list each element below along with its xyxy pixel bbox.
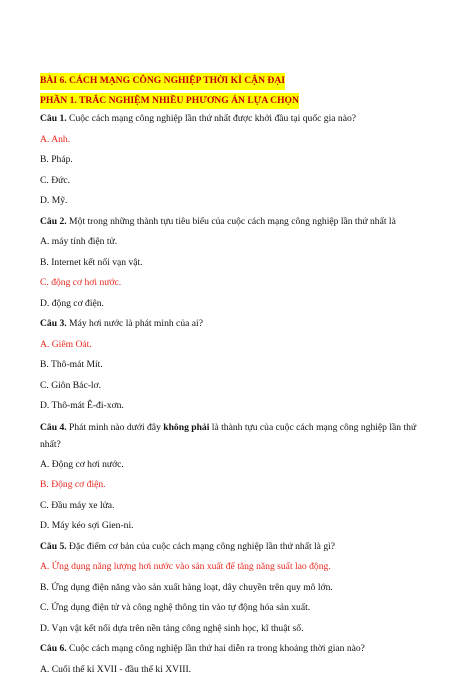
question-text: Máy hơi nước là phát minh của ai? (67, 318, 203, 329)
question-2-option-d: D. động cơ điện. (40, 294, 420, 315)
question-1-option-b: B. Pháp. (40, 150, 420, 171)
question-emphasis: không phải (163, 422, 209, 433)
question-1-option-a: A. Anh. (40, 130, 420, 151)
question-3-option-b: B. Thô-mát Mít. (40, 355, 420, 376)
question-text: Đặc điểm cơ bản của cuộc cách mạng công nghiệp lần thứ nhất là gì? (67, 541, 335, 552)
question-label: Câu 1. (40, 113, 67, 124)
question-4-option-c: C. Đầu máy xe lửa. (40, 496, 420, 517)
question-label: Câu 3. (40, 318, 67, 329)
part-title: PHẦN 1. TRẮC NGHIỆM NHIỀU PHƯƠNG ÁN LỰA CHỌN (40, 93, 299, 110)
question-5 (40, 537, 420, 558)
question-1-option-d: D. Mỹ. (40, 191, 420, 212)
question-4-option-b: B. Động cơ điện. (40, 475, 420, 496)
question-2-option-c: C. động cơ hơi nước. (40, 273, 420, 294)
question-4-option-a: A. Động cơ hơi nước. (40, 455, 420, 476)
question-1 (40, 109, 420, 130)
question-text-start: Phát minh nào dưới đây (67, 422, 164, 433)
question-2-option-b: B. Internet kết nối vạn vật. (40, 253, 420, 274)
question-5-option-a: A. Ứng dụng năng lượng hơi nước vào sản xuất để tăng năng suất lao động. (40, 557, 420, 578)
question-6-option-a: A. Cuối thế kỉ XVII - đầu thế kỉ XVIII. (40, 660, 420, 680)
question-text: Một trong những thành tựu tiêu biểu của cuộc cách mạng công nghiệp lần thứ nhất là (67, 216, 396, 227)
question-2 (40, 212, 420, 233)
question-4 (40, 417, 420, 455)
question-1-option-c: C. Đức. (40, 171, 420, 192)
question-3-option-c: C. Giôn Bác-lơ. (40, 376, 420, 397)
question-label: Câu 6. (40, 643, 67, 654)
question-2-option-a: A. máy tính điện tử. (40, 232, 420, 253)
lesson-title: BÀI 6. CÁCH MẠNG CÔNG NGHIỆP THỜI KÌ CẬN ĐẠI (40, 73, 285, 90)
question-4-option-d: D. Máy kéo sợi Gien-ni. (40, 516, 420, 537)
question-6 (40, 639, 420, 660)
question-text: Cuộc cách mạng công nghiệp lần thứ nhất được khởi đầu tại quốc gia nào? (67, 113, 356, 124)
question-5-option-c: C. Ứng dụng điện tử và công nghệ thông tin vào tự động hóa sản xuất. (40, 598, 420, 619)
question-label: Câu 5. (40, 541, 67, 552)
question-3 (40, 314, 420, 335)
lesson-heading-row (40, 70, 420, 90)
part-heading-row (40, 90, 420, 110)
document-page (40, 70, 420, 680)
question-5-option-b: B. Ứng dụng điện năng vào sản xuất hàng loạt, dây chuyền trên quy mô lớn. (40, 578, 420, 599)
question-3-option-d: D. Thô-mát Ê-đi-xơn. (40, 396, 420, 417)
question-text-end: là thành tựu của cuộc cách mạng công nghiệp lần thứ nhất? (40, 422, 416, 450)
question-label: Câu 2. (40, 216, 67, 227)
question-text: Cuộc cách mạng công nghiệp lần thứ hai diễn ra trong khoảng thời gian nào? (67, 643, 365, 654)
question-label: Câu 4. (40, 422, 67, 433)
question-5-option-d: D. Vạn vật kết nối dựa trên nền tảng công nghệ sinh học, kĩ thuật số. (40, 619, 420, 640)
question-3-option-a: A. Giêm Oát. (40, 335, 420, 356)
